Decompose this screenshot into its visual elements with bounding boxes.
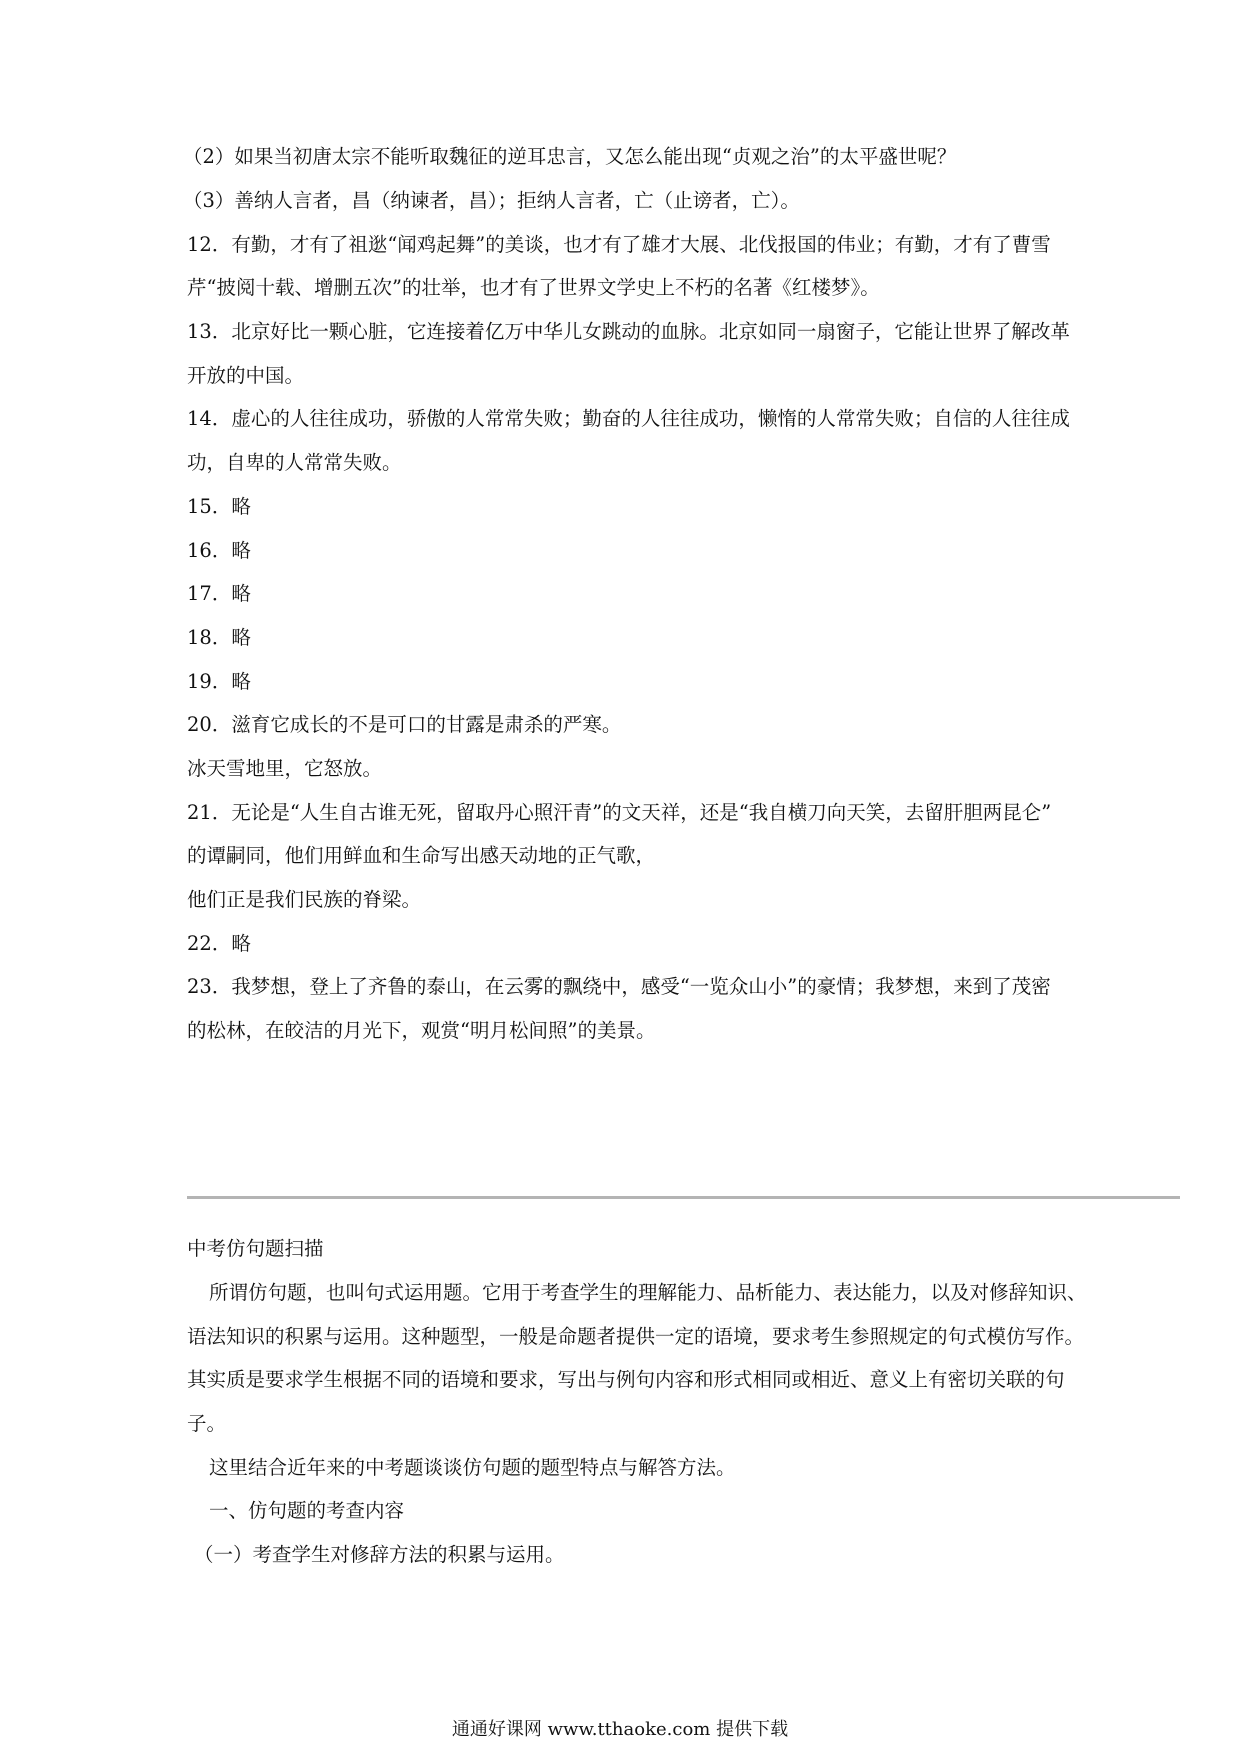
answer-22: 22．略 xyxy=(187,932,251,955)
paragraph-1-line-2: 语法知识的积累与运用。这种题型，一般是命题者提供一定的语境，要求考生参照规定的句式模仿写作。 xyxy=(187,1325,1085,1348)
answer-12-line-1: 12．有勤，才有了祖逖“闻鸡起舞”的美谈，也才有了雄才大展、北伐报国的伟业；有勤，才有了曹雪 xyxy=(187,233,1051,256)
paragraph-1-line-3: 其实质是要求学生根据不同的语境和要求，写出与例句内容和形式相同或相近、意义上有密切关联的句 xyxy=(187,1368,1065,1391)
answer-14-line-2: 功，自卑的人常常失败。 xyxy=(187,451,402,474)
answer-18: 18．略 xyxy=(187,626,251,649)
section-title: 中考仿句题扫描 xyxy=(187,1237,324,1260)
paragraph-2: 这里结合近年来的中考题谈谈仿句题的题型特点与解答方法。 xyxy=(209,1456,736,1479)
answer-17: 17．略 xyxy=(187,582,251,605)
heading-1: 一、仿句题的考查内容 xyxy=(209,1499,405,1522)
answer-21-line-3: 他们正是我们民族的脊梁。 xyxy=(187,888,422,911)
answer-19: 19．略 xyxy=(187,670,251,693)
answer-20-line-2: 冰天雪地里，它怒放。 xyxy=(187,757,383,780)
answer-16: 16．略 xyxy=(187,539,251,562)
page-footer: 通通好课网 www.tthaoke.com 提供下载 xyxy=(451,1719,789,1740)
paragraph-1-line-1: 所谓仿句题，也叫句式运用题。它用于考查学生的理解能力、品析能力、表达能力，以及对修辞知识、 xyxy=(209,1281,1087,1304)
answer-3: （3）善纳人言者，昌（纳谏者，昌）；拒纳人言者，亡（止谤者，亡）。 xyxy=(183,189,800,212)
answer-15: 15．略 xyxy=(187,495,251,518)
answer-20-line-1: 20．滋育它成长的不是可口的甘露是肃杀的严寒。 xyxy=(187,713,622,736)
answer-13-line-1: 13．北京好比一颗心脏，它连接着亿万中华儿女跳动的血脉。北京如同一扇窗子，它能让世界了解改革 xyxy=(187,320,1070,343)
answer-21-line-2: 的谭嗣同，他们用鲜血和生命写出感天动地的正气歌， xyxy=(187,844,656,867)
answer-12-line-2: 芹“披阅十载、增删五次”的壮举，也才有了世界文学史上不朽的名著《红楼梦》。 xyxy=(187,276,880,299)
section-divider xyxy=(187,1196,1180,1199)
answer-23-line-2: 的松林，在皎洁的月光下，观赏“明月松间照”的美景。 xyxy=(187,1019,656,1042)
answer-21-line-1: 21．无论是“人生自古谁无死，留取丹心照汗青”的文天祥，还是“我自横刀向天笑，去留肝胆两昆仑” xyxy=(187,801,1052,824)
paragraph-1-line-4: 子。 xyxy=(187,1412,227,1435)
answer-13-line-2: 开放的中国。 xyxy=(187,364,305,387)
answer-14-line-1: 14．虚心的人往往成功，骄傲的人常常失败；勤奋的人往往成功，懒惰的人常常失败；自信的人往往成 xyxy=(187,407,1070,430)
heading-2: （一）考查学生对修辞方法的积累与运用。 xyxy=(194,1543,565,1566)
answer-23-line-1: 23．我梦想，登上了齐鲁的泰山，在云雾的飘绕中，感受“一览众山小”的豪情；我梦想，来到了茂密 xyxy=(187,975,1051,998)
answer-2: （2）如果当初唐太宗不能听取魏征的逆耳忠言，又怎么能出现“贞观之治”的太平盛世呢？ xyxy=(183,145,957,168)
